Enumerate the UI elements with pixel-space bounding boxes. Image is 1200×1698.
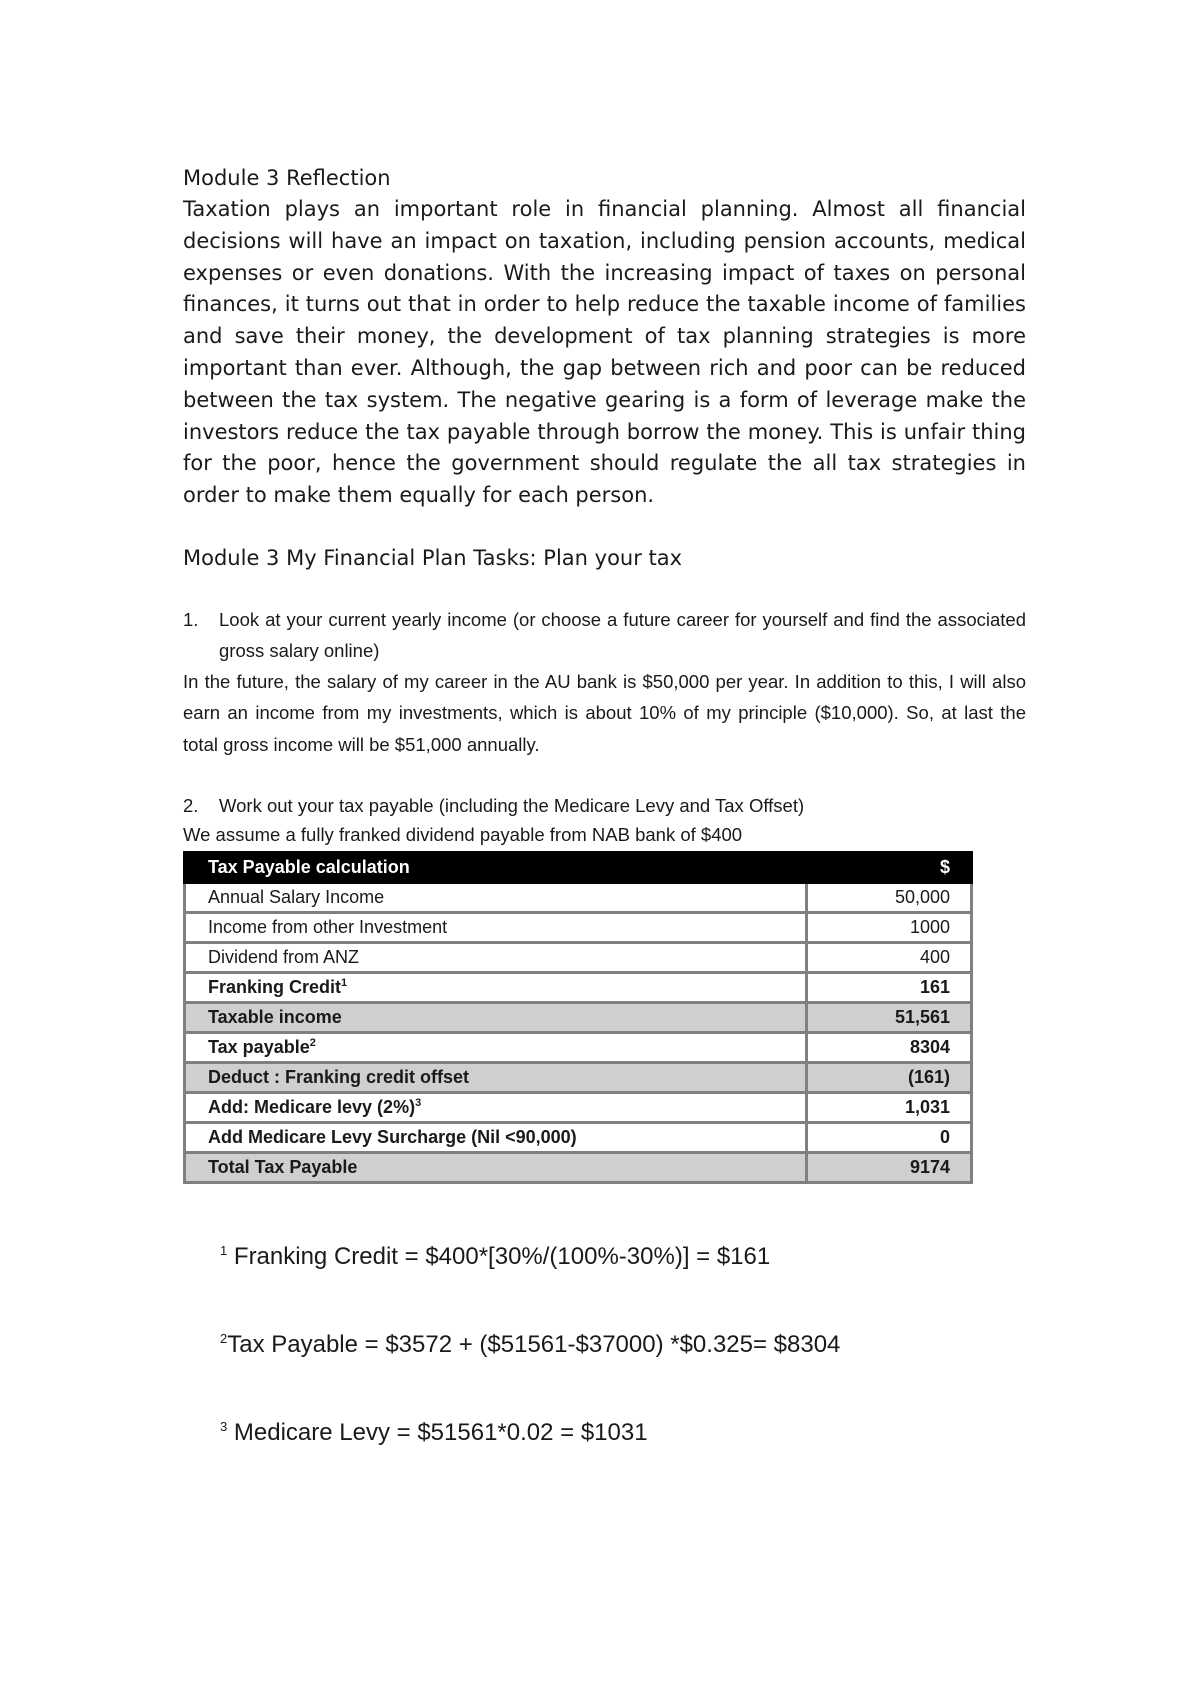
footnote-1-text: Franking Credit = $400*[30%/(100%-30%)] = $161 <box>233 1243 771 1271</box>
table-header-value: $ <box>807 853 972 883</box>
footnote-3 <box>220 1410 1026 1450</box>
row-label: Franking Credit$^1$ <box>185 973 807 1003</box>
question-1-answer: In the future, the salary of my career in the AU bank is $50,000 per year. In addition to this, I will also earn an income from my investments, which is about 10% of my principle ($10,000). So, at last the total gross income will be $51,000 annually. <box>183 670 1026 755</box>
footnote-1 <box>220 1234 1026 1274</box>
footnote-3-text: Medicare Levy = $51561*0.02 = $1031 <box>233 1419 648 1447</box>
row-value: 51,561 <box>807 1003 972 1033</box>
row-label: Add Medicare Levy Surcharge (Nil <90,000) <box>185 1123 807 1153</box>
table-row <box>185 973 972 1003</box>
row-label: Tax payable$^2$ <box>185 1033 807 1063</box>
table-row <box>185 913 972 943</box>
document-page <box>183 162 1026 1450</box>
row-label: Dividend from ANZ <box>185 943 807 973</box>
row-value: 1,031 <box>807 1093 972 1123</box>
row-label: Annual Salary Income <box>185 883 807 913</box>
row-value: 9174 <box>807 1153 972 1183</box>
table-row <box>185 1003 972 1033</box>
table-row <box>185 1063 972 1093</box>
tasks-title: Module 3 My Financial Plan Tasks: Plan your tax <box>183 545 683 570</box>
question-2-text: Work out your tax payable (including the Medicare Levy and Tax Offset) <box>219 795 805 817</box>
question-2-note: We assume a fully franked dividend payable from NAB bank of $400 <box>183 824 743 846</box>
row-value: 0 <box>807 1123 972 1153</box>
question-2 <box>183 790 1026 821</box>
footnote-ref: 3 <box>415 1097 422 1110</box>
question-1-text: Look at your current yearly income (or choose a future career for yourself and find the associated gross salary online) <box>219 608 1026 661</box>
table-row <box>185 1153 972 1183</box>
row-value: 50,000 <box>807 883 972 913</box>
row-value: (161) <box>807 1063 972 1093</box>
footnote-2-mark: 2 <box>220 1331 228 1347</box>
question-1 <box>183 604 1026 666</box>
question-2-number: 2. <box>183 795 199 817</box>
row-label: Taxable income <box>185 1003 807 1033</box>
footnote-1-mark: 1 <box>220 1243 228 1259</box>
table-header-row <box>185 853 972 883</box>
row-label: Add: Medicare levy $(2\%)^3$ <box>185 1093 807 1123</box>
footnote-ref: 1 <box>341 977 348 990</box>
row-label: Deduct : Franking credit offset <box>185 1063 807 1093</box>
table-header-label: Tax Payable calculation <box>185 853 807 883</box>
row-value: 161 <box>807 973 972 1003</box>
question-1-number: 1. <box>183 608 199 630</box>
reflection-paragraph: Taxation plays an important role in financial planning. Almost all financial decisions will have an impact on taxation, including pension accounts, medical expenses or even donations. With the increasing impact of taxes on personal finances, it turns out that in order to help reduce the taxable income of families and save their money, the development of tax planning strategies is more important than ever. Although, the gap between rich and poor can be reduced between the tax system. The negative gearing is a form of leverage make the investors reduce the tax payable through borrow the money. This is unfair thing for the poor, hence the government should regulate the all tax strategies in order to make them equally for each person. <box>183 197 1026 508</box>
table-row <box>185 1033 972 1063</box>
table-row <box>185 1093 972 1123</box>
row-label: Income from other Investment <box>185 913 807 943</box>
footnote-2 <box>220 1322 1026 1362</box>
reflection-title: Module 3 Reflection <box>183 166 391 190</box>
table-row <box>185 883 972 913</box>
footnote-ref: 2 <box>309 1037 316 1050</box>
table-row <box>185 943 972 973</box>
row-label: Total Tax Payable <box>185 1153 807 1183</box>
table-row <box>185 1123 972 1153</box>
row-value: 400 <box>807 943 972 973</box>
tax-payable-table <box>183 851 973 1184</box>
footnote-2-text: Tax Payable = $3572 + ($51561-$37000) *$0.325= $8304 <box>227 1331 841 1359</box>
row-value: 8304 <box>807 1033 972 1063</box>
row-value: 1000 <box>807 913 972 943</box>
footnote-3-mark: 3 <box>220 1419 228 1435</box>
